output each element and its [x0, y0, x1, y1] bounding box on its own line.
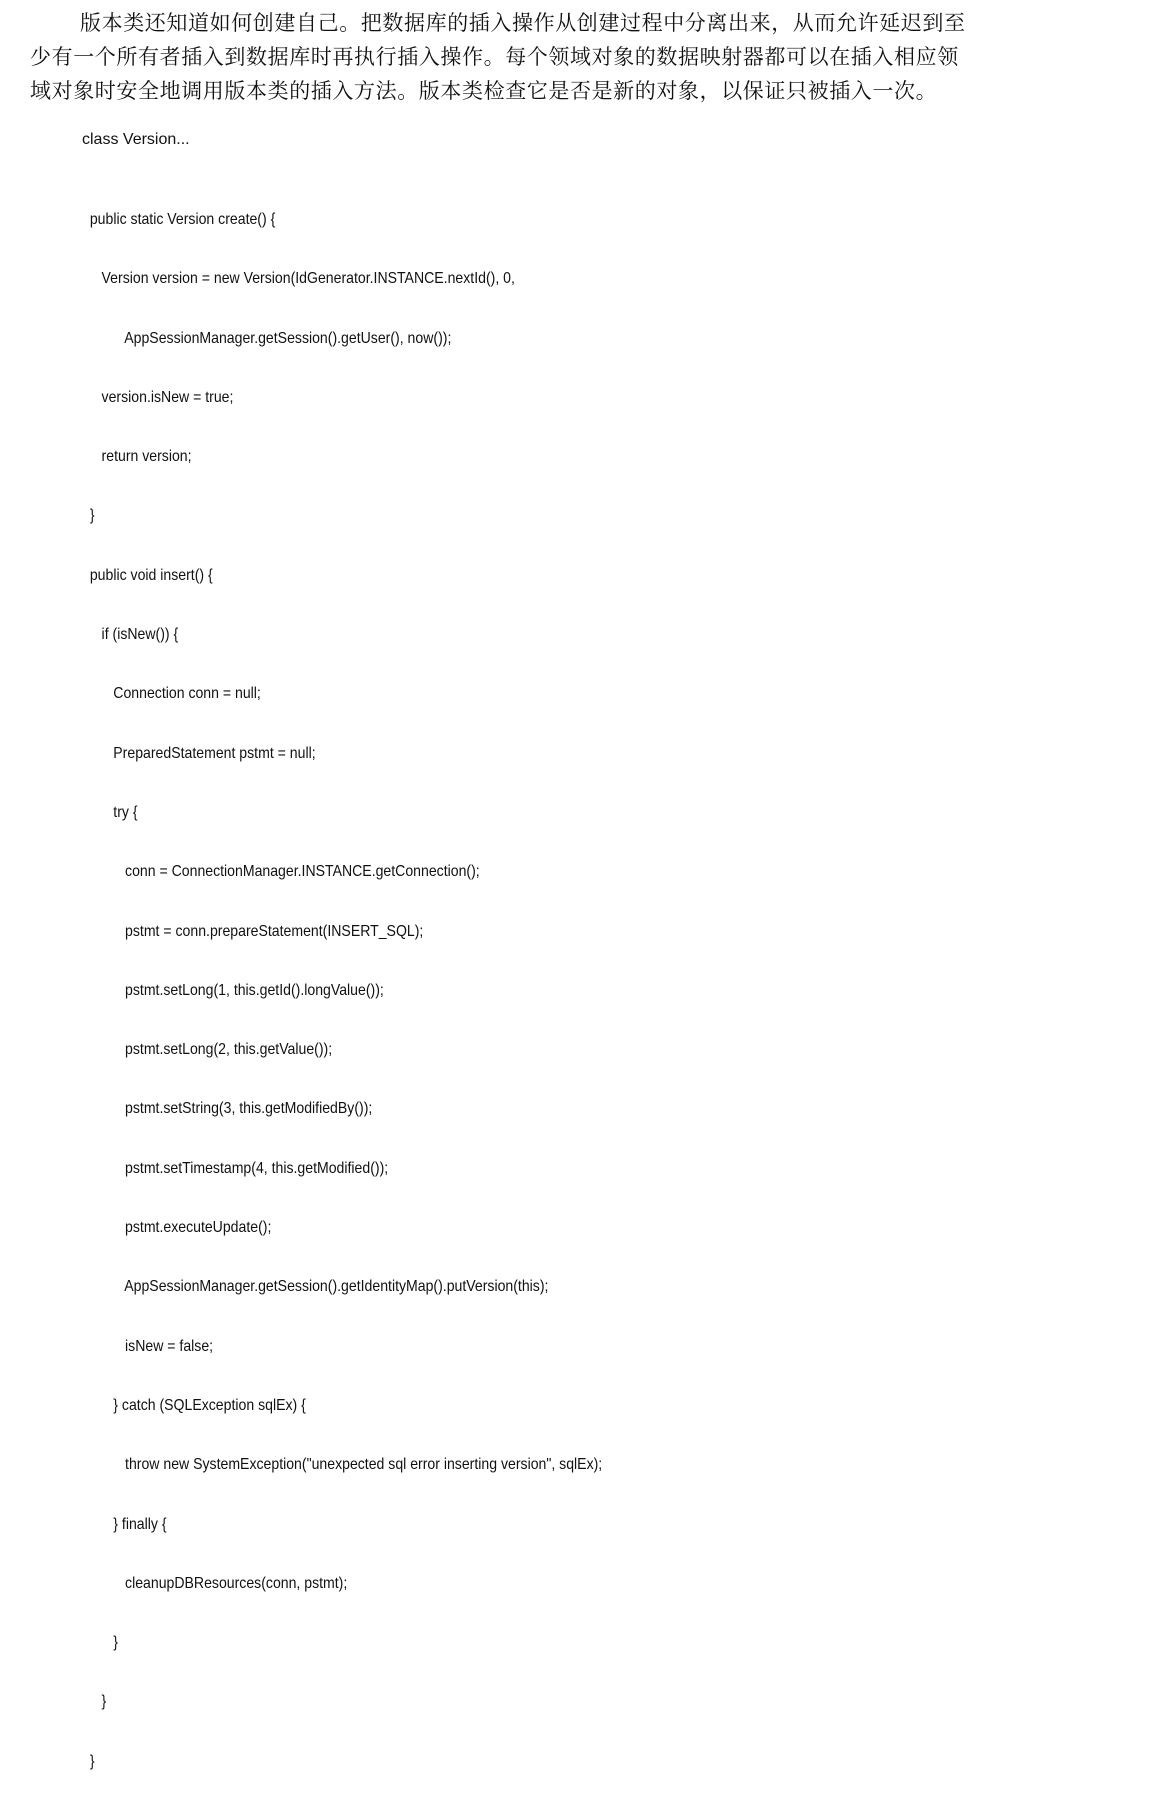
- code-line: throw new SystemException("unexpected sql error inserting version", sqlEx);: [82, 1456, 603, 1474]
- code-line: AppSessionManager.getSession().getUser(), now());: [82, 329, 452, 347]
- code-line: public static Version create() {: [82, 211, 276, 228]
- code-line: pstmt.setTimestamp(4, this.getModified());: [82, 1159, 389, 1177]
- intro-paragraph: [30, 6, 1120, 108]
- code-line: try {: [82, 803, 138, 821]
- code-line: }: [82, 1693, 107, 1711]
- code-line: } catch (SQLException sqlEx) {: [82, 1396, 306, 1414]
- code-line: pstmt.setLong(2, this.getValue());: [82, 1041, 333, 1059]
- code-line: AppSessionManager.getSession().getIdentityMap().putVersion(this);: [82, 1278, 549, 1296]
- code-line: return version;: [82, 448, 192, 466]
- code-line: if (isNew()) {: [82, 626, 179, 644]
- code-line: conn = ConnectionManager.INSTANCE.getConnection();: [82, 863, 480, 881]
- code-line: pstmt.setLong(1, this.getId().longValue());: [82, 981, 384, 999]
- code-line: pstmt = conn.prepareStatement(INSERT_SQL);: [82, 922, 424, 940]
- code-line: pstmt.executeUpdate();: [82, 1219, 272, 1237]
- code-line: }: [82, 507, 95, 525]
- code-class-label: class Version...: [82, 131, 190, 148]
- code-line: Version version = new Version(IdGenerator.INSTANCE.nextId(), 0,: [82, 270, 515, 288]
- code-line: version.isNew = true;: [82, 388, 234, 406]
- code-line: pstmt.setString(3, this.getModifiedBy());: [82, 1100, 373, 1118]
- code-line: cleanupDBResources(conn, pstmt);: [82, 1574, 348, 1592]
- paragraph-line: 域对象时安全地调用版本类的插入方法。版本类检查它是否是新的对象，以保证只被插入一次。: [30, 79, 938, 103]
- code-line: } finally {: [82, 1515, 167, 1533]
- code-line: Connection conn = null;: [82, 685, 261, 703]
- code-line: }: [82, 1634, 118, 1652]
- code-line: isNew = false;: [82, 1337, 214, 1355]
- code-line: }: [82, 1752, 95, 1770]
- code-line: PreparedStatement pstmt = null;: [82, 744, 316, 762]
- paragraph-line: 版本类还知道如何创建自己。把数据库的插入操作从创建过程中分离出来，从而允许延迟到至: [80, 11, 966, 35]
- paragraph-line: 少有一个所有者插入到数据库时再执行插入操作。每个领域对象的数据映射器都可以在插入相应领: [30, 45, 959, 69]
- code-listing: [82, 172, 1122, 1809]
- code-line: public void insert() {: [82, 566, 213, 584]
